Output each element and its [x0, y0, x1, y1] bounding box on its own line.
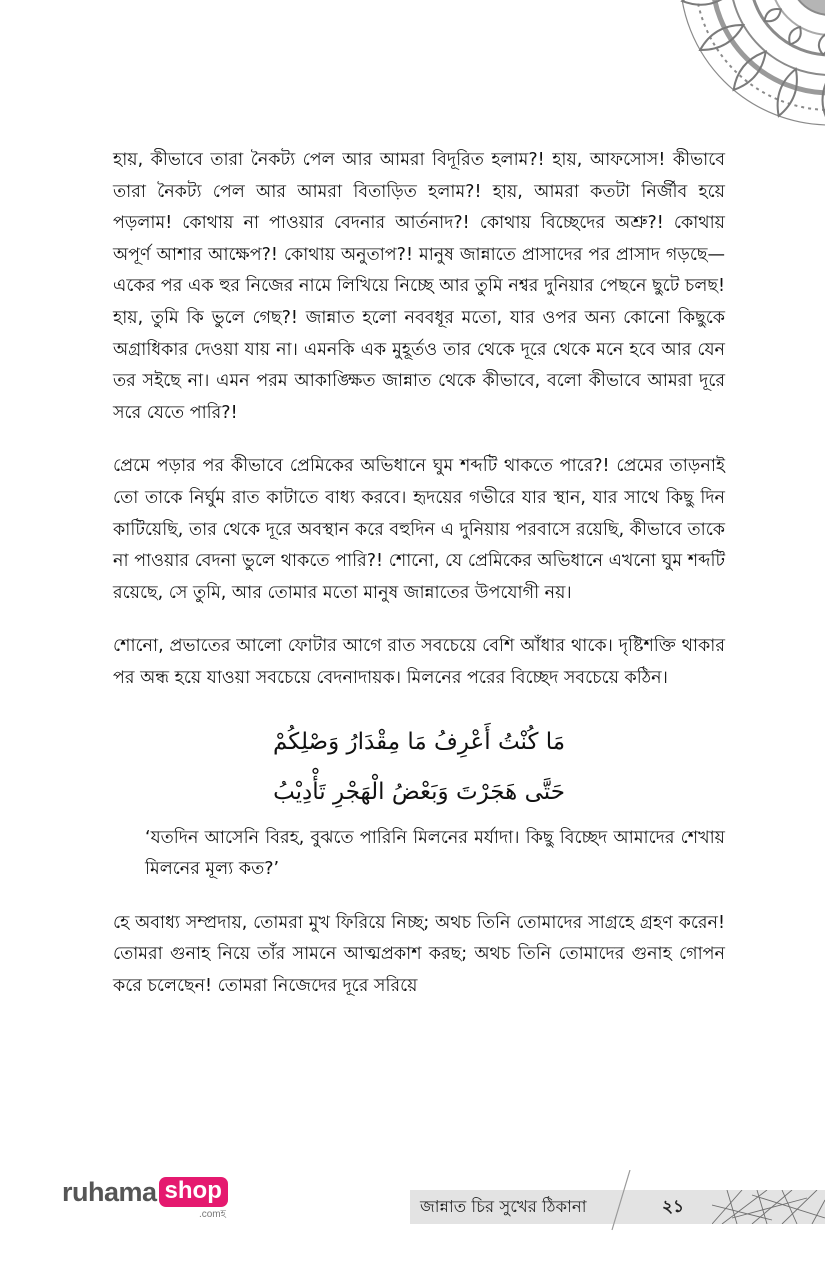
verse-line-1: مَا كُنْتُ أَعْرِفُ مَا مِقْدَارُ وَصْلِكُمْ — [272, 728, 566, 755]
verse-line-2: حَتَّى هَجَرْتَ وَبَعْضُ الْهَجْرِ تَأْدِيْبُ — [273, 778, 565, 805]
closing-paragraph: হে অবাধ্য সম্প্রদায়, তোমরা মুখ ফিরিয়ে নিচ্ছ; অথচ তিনি তোমাদের সাগ্রহে গ্রহণ করেন! তোমরা গুনাহ নিয়ে তাঁর সামনে আত্মপ্রকাশ করছ; অথচ তিনি তোমাদের গুনাহ গোপন করে চলেছেন! তোমরা নিজেদের দূরে সরিয়ে — [113, 912, 725, 996]
footer-separator-icon — [600, 1170, 640, 1240]
logo-ruhama-text: ruhama — [62, 1177, 157, 1207]
page-number: ২১ — [662, 1197, 685, 1217]
geometric-pattern-icon — [712, 1190, 825, 1224]
logo-domain-text: .comহ — [198, 1209, 226, 1220]
logo-shop-badge — [159, 1177, 228, 1220]
paragraph-3: শোনো, প্রভাতের আলো ফোটার আগে রাত সবচেয়ে বেশি আঁধার থাকে। দৃষ্টিশক্তি থাকার পর অন্ধ হয়ে যাওয়া সবচেয়ে বেদনাদায়ক। মিলনের পরের বিচ্ছেদ সবচেয়ে কঠিন। — [113, 636, 725, 688]
page-body — [113, 145, 725, 1024]
ruhamashop-logo — [62, 1177, 228, 1221]
running-footer-title: জান্নাত চির সুখের ঠিকানা — [420, 1197, 587, 1216]
logo-shop-text: shop — [159, 1177, 228, 1207]
paragraph-1: হায়, কীভাবে তারা নৈকট্য পেল আর আমরা বিদূরিত হলাম?! হায়, আফসোস! কীভাবে তারা নৈকট্য পেল আর আমরা বিতাড়িত হলাম?! হায়, আমরা কতটা নির্জীব হয়ে পড়লাম! কোথায় না পাওয়ার বেদনার আর্তনাদ?! কোথায় বিচ্ছেদের অশ্রু?! কোথায় অপূর্ণ আশার আক্ষেপ?! কোথায় অনুতাপ?! মানুষ জান্নাতে প্রাসাদের পর প্রাসাদ গড়ছে—একের পর এক হুর নিজের নামে লিখিয়ে নিচ্ছে আর তুমি নশ্বর দুনিয়ার পেছনে ছুটে চলছ! হায়, তুমি কি ভুলে গেছ?! জান্নাত হলো নববধূর মতো, যার ওপর অন্য কোনো কিছুকে অগ্রাধিকার দেওয়া যায় না। এমনকি এক মুহূর্তও তার থেকে দূরে থেকে মনে হবে আর যেন তর সইছে না। এমন পরম আকাঙ্ক্ষিত জান্নাত থেকে কীভাবে, বলো কীভাবে আমরা দূরে সরে যেতে পারি?! — [113, 150, 725, 423]
arabic-verse — [113, 717, 725, 817]
verse-translation: ‘যতদিন আসেনি বিরহ, বুঝতে পারিনি মিলনের মর্যাদা। কিছু বিচ্ছেদ আমাদের শেখায় মিলনের মূল্য কত?’ — [145, 827, 725, 880]
paragraph-2: প্রেমে পড়ার পর কীভাবে প্রেমিকের অভিধানে ঘুম শব্দটি থাকতে পারে?! প্রেমের তাড়নাই তো তাকে নির্ঘুম রাত কাটাতে বাধ্য করবে। হৃদয়ের গভীরে যার স্থান, যার সাথে কিছু দিন কাটিয়েছি, তার থেকে দূরে অবস্থান করে বহুদিন এ দুনিয়ায় পরবাসে রয়েছি, কীভাবে তাকে না পাওয়ার বেদনা ভুলে থাকতে পারি?! শোনো, যে প্রেমিকের অভিধানে এখনো ঘুম শব্দটি রয়েছে, সে তুমি, আর তোমার মতো মানুষ জান্নাতের উপযোগী নয়। — [113, 456, 725, 603]
